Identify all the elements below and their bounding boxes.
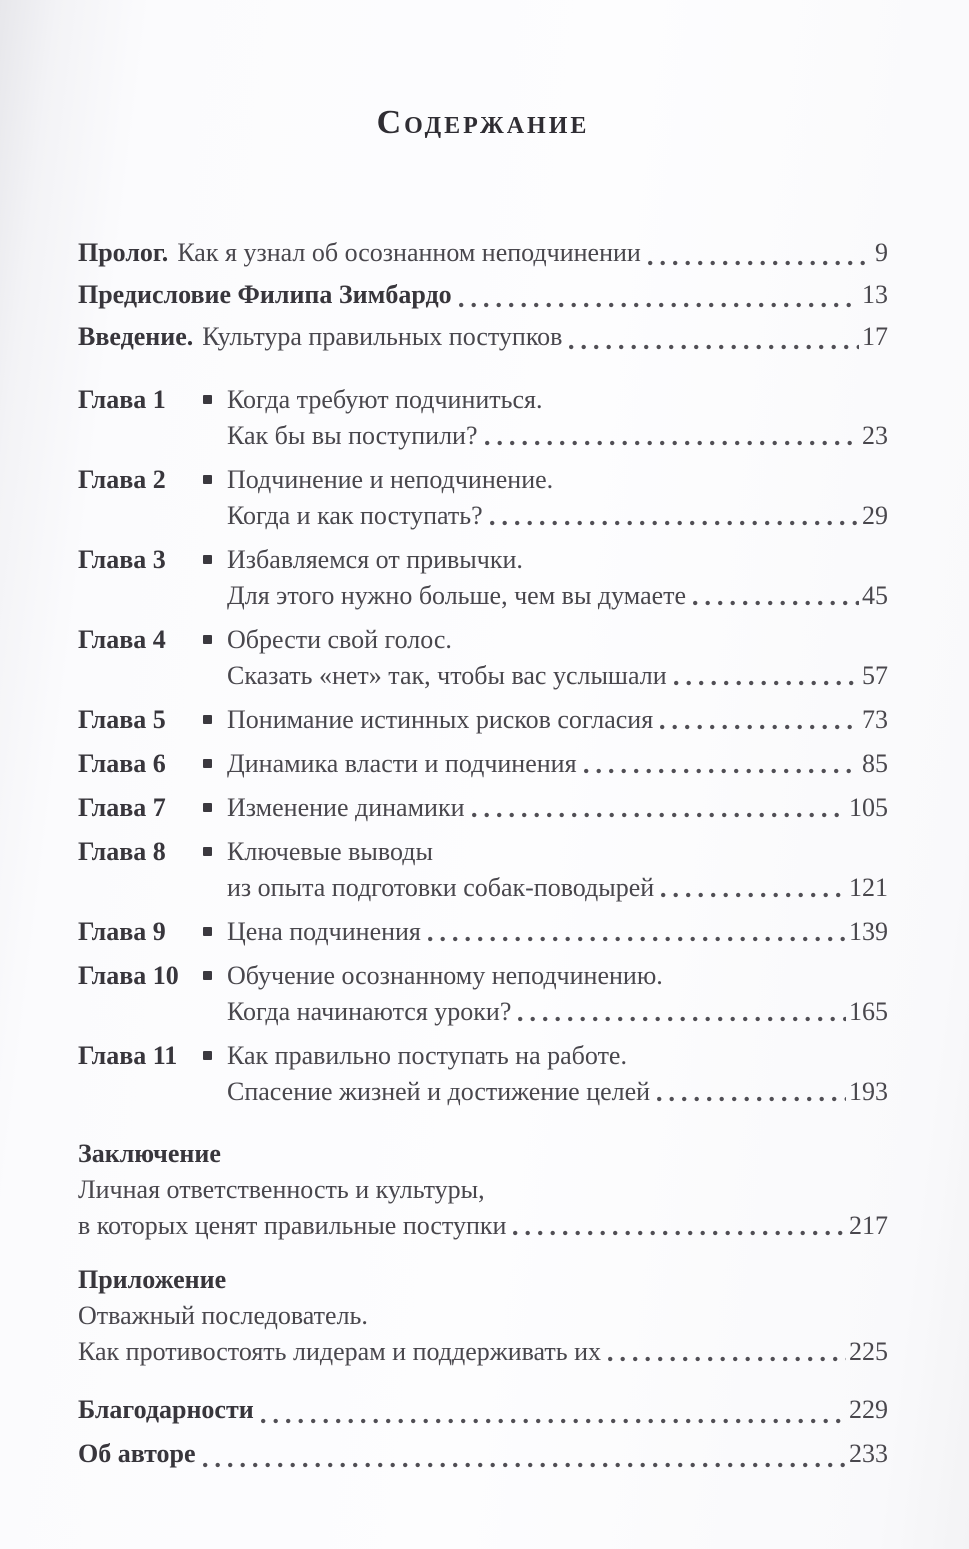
page-title: Содержание [376,104,590,141]
chapter-title-last-line [227,790,888,826]
chapter-label: Глава 9 [78,917,166,946]
dot-leader [428,935,846,943]
chapter-title-line: Избавляемся от привычки. [227,545,523,574]
dot-leader [660,723,859,731]
back-matter [78,1136,888,1476]
chapter-title-block [227,1038,888,1110]
chapter-title-text: Изменение динамики [227,793,465,822]
chapter-title-line: Обучение осознанному неподчинению. [227,961,663,990]
square-bullet-icon [203,395,212,404]
chapter-title-text: Когда начинаются уроки? [227,997,512,1026]
page-number: 45 [862,581,888,610]
chapter-bullet-cell [200,542,227,614]
page-number: 105 [849,793,888,822]
dot-leader [261,1417,846,1425]
back-heading: Приложение [78,1265,227,1294]
chapter-title-block [227,382,888,454]
page-number: 229 [849,1395,888,1424]
page-number: 217 [849,1211,888,1240]
chapter-title-block [227,790,888,826]
front-matter-row [78,232,888,274]
chapter-row [78,790,888,826]
chapter-title-line: Подчинение и неподчинение. [227,465,554,494]
square-bullet-icon [203,715,212,724]
page-number: 165 [849,997,888,1026]
back-line: Личная ответственность и культуры, [78,1175,485,1204]
chapter-title-last-line [227,418,888,454]
chapter-title-block [227,914,888,950]
back-heading: Заключение [78,1139,221,1168]
chapter-label: Глава 3 [78,545,166,574]
dot-leader [648,259,872,267]
chapter-label: Глава 2 [78,465,166,494]
page-number: 57 [862,661,888,690]
chapter-title-line: Как правильно поступать на работе. [227,1041,627,1070]
chapter-label: Глава 11 [78,1041,178,1070]
square-bullet-icon [203,555,212,564]
chapter-row [78,702,888,738]
square-bullet-icon [203,847,212,856]
dot-leader [661,891,846,899]
dot-leader [490,519,859,527]
page-number: 233 [849,1439,888,1468]
chapter-label: Глава 10 [78,961,179,990]
chapter-bullet-cell [200,382,227,454]
chapter-row [78,834,888,906]
front-matter-row [78,274,888,316]
page-number: 23 [862,421,888,450]
chapter-label: Глава 8 [78,837,166,866]
chapter-row [78,1038,888,1110]
front-matter-row [78,316,888,358]
square-bullet-icon [203,475,212,484]
dot-leader [459,301,859,309]
dot-leader [608,1355,846,1363]
dot-leader [693,599,859,607]
chapter-row [78,958,888,1030]
page-number: 73 [862,705,888,734]
chapter-bullet-cell [200,702,227,738]
chapter-title-block [227,834,888,906]
front-label: Пролог. [78,238,169,267]
chapter-title-text: Цена подчинения [227,917,421,946]
back-section [78,1262,888,1370]
page-number: 13 [862,280,888,309]
chapter-label: Глава 7 [78,793,166,822]
chapter-title-last-line [227,658,888,694]
chapter-title-last-line [227,914,888,950]
dot-leader [584,767,859,775]
chapter-title-last-line [227,870,888,906]
dot-leader [518,1015,846,1023]
chapter-title-last-line [227,994,888,1030]
chapter-label: Глава 4 [78,625,166,654]
back-section [78,1136,888,1244]
front-label: Введение. [78,322,194,351]
chapter-title-block [227,542,888,614]
chapter-bullet-cell [200,914,227,950]
page-number: 29 [862,501,888,530]
chapter-title-text: Спасение жизней и достижение целей [227,1077,651,1106]
chapter-title-text: из опыта подготовки собак-поводырей [227,873,655,902]
square-bullet-icon [203,759,212,768]
back-line: Отважный последователь. [78,1301,368,1330]
chapter-title-last-line [227,578,888,614]
chapter-bullet-cell [200,746,227,782]
chapter-row [78,542,888,614]
chapter-title-block [227,622,888,694]
chapter-title-block [227,702,888,738]
chapter-title-block [227,958,888,1030]
dot-leader [472,811,846,819]
chapter-bullet-cell [200,1038,227,1110]
chapter-label: Глава 6 [78,749,166,778]
chapter-title-text: Динамика власти и подчинения [227,749,577,778]
page-number: 121 [849,873,888,902]
front-title: Как я узнал об осознанном неподчинении [177,238,641,267]
page-number: 139 [849,917,888,946]
square-bullet-icon [203,803,212,812]
back-line-text: в которых ценят правильные поступки [78,1211,507,1240]
chapter-label: Глава 1 [78,385,166,414]
chapter-bullet-cell [200,834,227,906]
chapter-list [78,382,888,1110]
front-matter [78,232,888,358]
back-section [78,1388,888,1432]
chapter-title-block [227,462,888,534]
square-bullet-icon [203,971,212,980]
chapter-title-text: Сказать «нет» так, чтобы вас услышали [227,661,667,690]
page-number: 9 [875,238,888,267]
dot-leader [203,1461,846,1469]
back-heading: Благодарности [78,1395,254,1424]
front-title: Культура правильных поступков [202,322,563,351]
square-bullet-icon [203,635,212,644]
chapter-title-text: Как бы вы поступили? [227,421,478,450]
back-heading: Об авторе [78,1439,196,1468]
dot-leader [485,439,860,447]
dot-leader [657,1095,846,1103]
chapter-title-last-line [227,1074,888,1110]
square-bullet-icon [203,1051,212,1060]
chapter-row [78,746,888,782]
dot-leader [569,343,859,351]
page-number: 193 [849,1077,888,1106]
dot-leader [513,1229,846,1237]
page-number: 225 [849,1337,888,1366]
chapter-title-text: Понимание истинных рисков согласия [227,705,654,734]
back-line-text: Как противостоять лидерам и поддерживать их [78,1337,602,1366]
back-last-line [78,1208,888,1244]
back-section [78,1432,888,1476]
chapter-title-last-line [227,498,888,534]
chapter-title-last-line [227,702,888,738]
chapter-title-line: Ключевые выводы [227,837,433,866]
chapter-row [78,914,888,950]
dot-leader [674,679,859,687]
chapter-bullet-cell [200,958,227,1030]
page-number: 85 [862,749,888,778]
chapter-title-line: Когда требуют подчиниться. [227,385,543,414]
chapter-row [78,622,888,694]
square-bullet-icon [203,927,212,936]
chapter-title-block [227,746,888,782]
chapter-title-text: Для этого нужно больше, чем вы думаете [227,581,687,610]
chapter-label: Глава 5 [78,705,166,734]
front-label: Предисловие Филипа Зимбардо [78,280,452,309]
chapter-title-line: Обрести свой голос. [227,625,452,654]
chapter-title-last-line [227,746,888,782]
chapter-bullet-cell [200,462,227,534]
back-last-line [78,1334,888,1370]
chapter-bullet-cell [200,790,227,826]
chapter-title-text: Когда и как поступать? [227,501,483,530]
chapter-bullet-cell [200,622,227,694]
chapter-row [78,382,888,454]
chapter-row [78,462,888,534]
page-number: 17 [862,322,888,351]
